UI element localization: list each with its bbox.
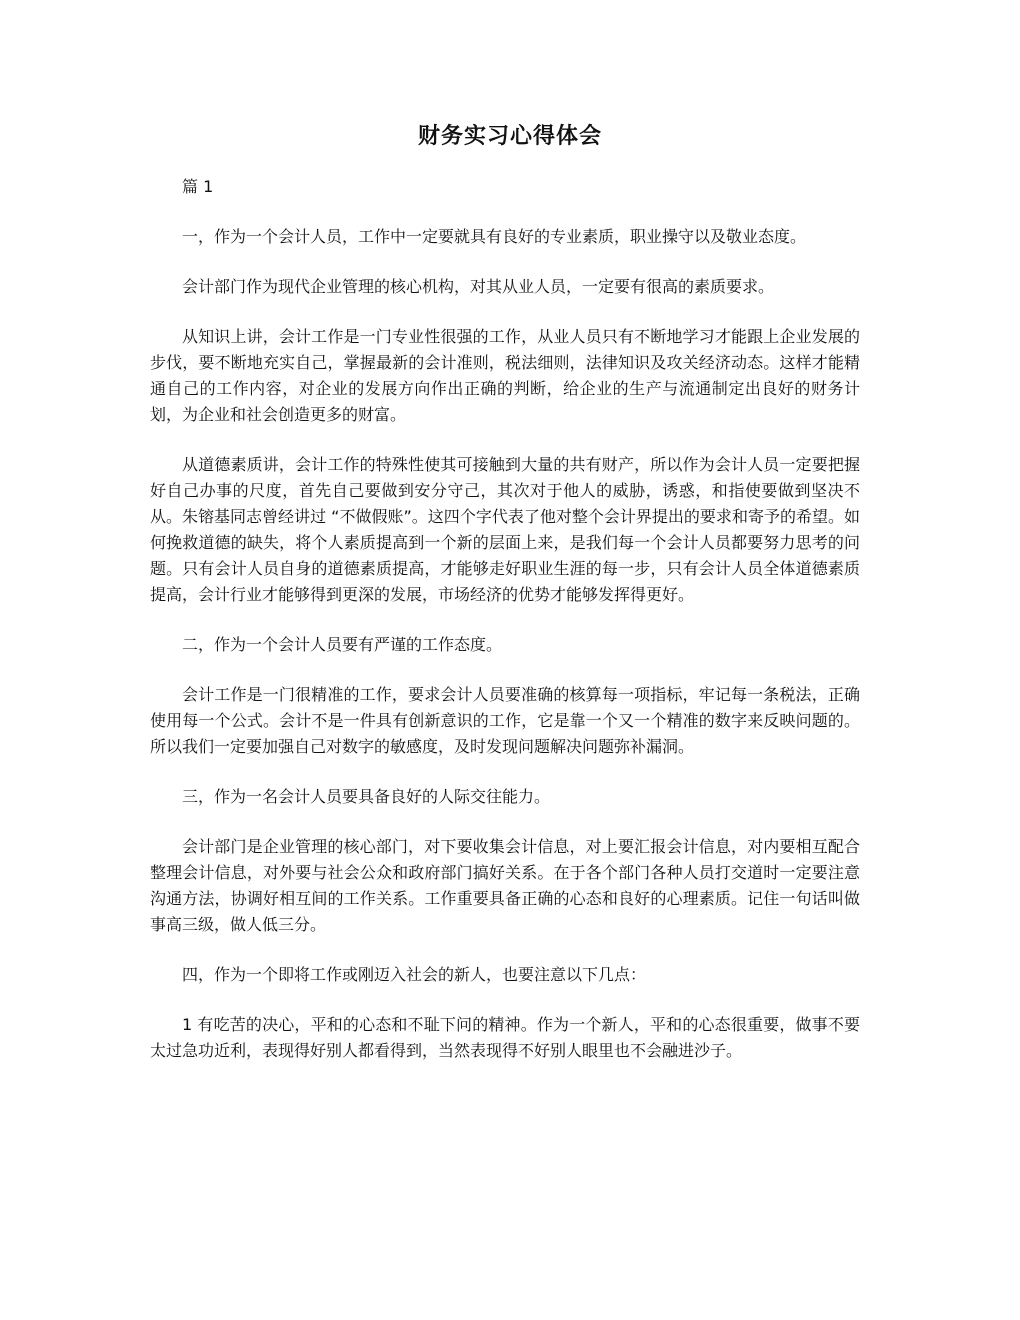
paragraph-5: 二，作为一个会计人员要有严谨的工作态度。 [182, 635, 503, 654]
paragraph-7: 三，作为一名会计人员要具备良好的人际交往能力。 [182, 787, 551, 806]
paragraph-6: 会计工作是一门很精准的工作，要求会计人员要准确的核算每一项指标，牢记每一条税法，正确使用每一个公式。会计不是一件具有创新意识的工作，它是靠一个又一个精准的数字来反映问题的。所以我们一定要加强自己对数字的敏感度，及时发现问题解决问题弥补漏洞。 [150, 685, 860, 756]
document-body [150, 174, 860, 1088]
paragraph-8: 会计部门是企业管理的核心部门，对下要收集会计信息，对上要汇报会计信息，对内要相互配合整理会计信息，对外要与社会公众和政府部门搞好关系。在于各个部门各种人员打交道时一定要注意沟通方法，协调好相互间的工作关系。工作重要具备正确的心态和良好的心理素质。记住一句话叫做事高三级，做人低三分。 [150, 837, 860, 934]
section-label: 篇 1 [182, 177, 214, 196]
paragraph-3: 从知识上讲，会计工作是一门专业性很强的工作，从业人员只有不断地学习才能跟上企业发展的步伐，要不断地充实自己，掌握最新的会计准则，税法细则，法律知识及攻关经济动态。这样才能精通自己的工作内容，对企业的发展方向作出正确的判断，给企业的生产与流通制定出良好的财务计划，为企业和社会创造更多的财富。 [150, 327, 860, 424]
paragraph-4: 从道德素质讲，会计工作的特殊性使其可接触到大量的共有财产，所以作为会计人员一定要把握好自己办事的尺度，首先自己要做到安分守己，其次对于他人的威胁，诱惑，和指使要做到坚决不从。朱镕基同志曾经讲过 “不做假账”。这四个字代表了他对整个会计界提出的要求和寄予的希望。如何挽救道德的缺失，将个人素质提高到一个新的层面上来，是我们每一个会计人员都要努力思考的问题。只有会计人员自身的道德素质提高，才能够走好职业生涯的每一步，只有会计人员全体道德素质提高，会计行业才能够得到更深的发展，市场经济的优势才能够发挥得更好。 [150, 455, 860, 604]
document-title: 财务实习心得体会 [417, 123, 602, 149]
paragraph-9: 四，作为一个即将工作或刚迈入社会的新人，也要注意以下几点： [182, 965, 647, 984]
paragraph-10: 1 有吃苦的决心，平和的心态和不耻下问的精神。作为一个新人，平和的心态很重要，做事不要太过急功近利，表现得好别人都看得到，当然表现得不好别人眼里也不会融进沙子。 [150, 1015, 860, 1060]
paragraph-2: 会计部门作为现代企业管理的核心机构，对其从业人员，一定要有很高的素质要求。 [182, 277, 775, 296]
paragraph-1: 一，作为一个会计人员，工作中一定要就具有良好的专业素质，职业操守以及敬业态度。 [182, 227, 807, 246]
